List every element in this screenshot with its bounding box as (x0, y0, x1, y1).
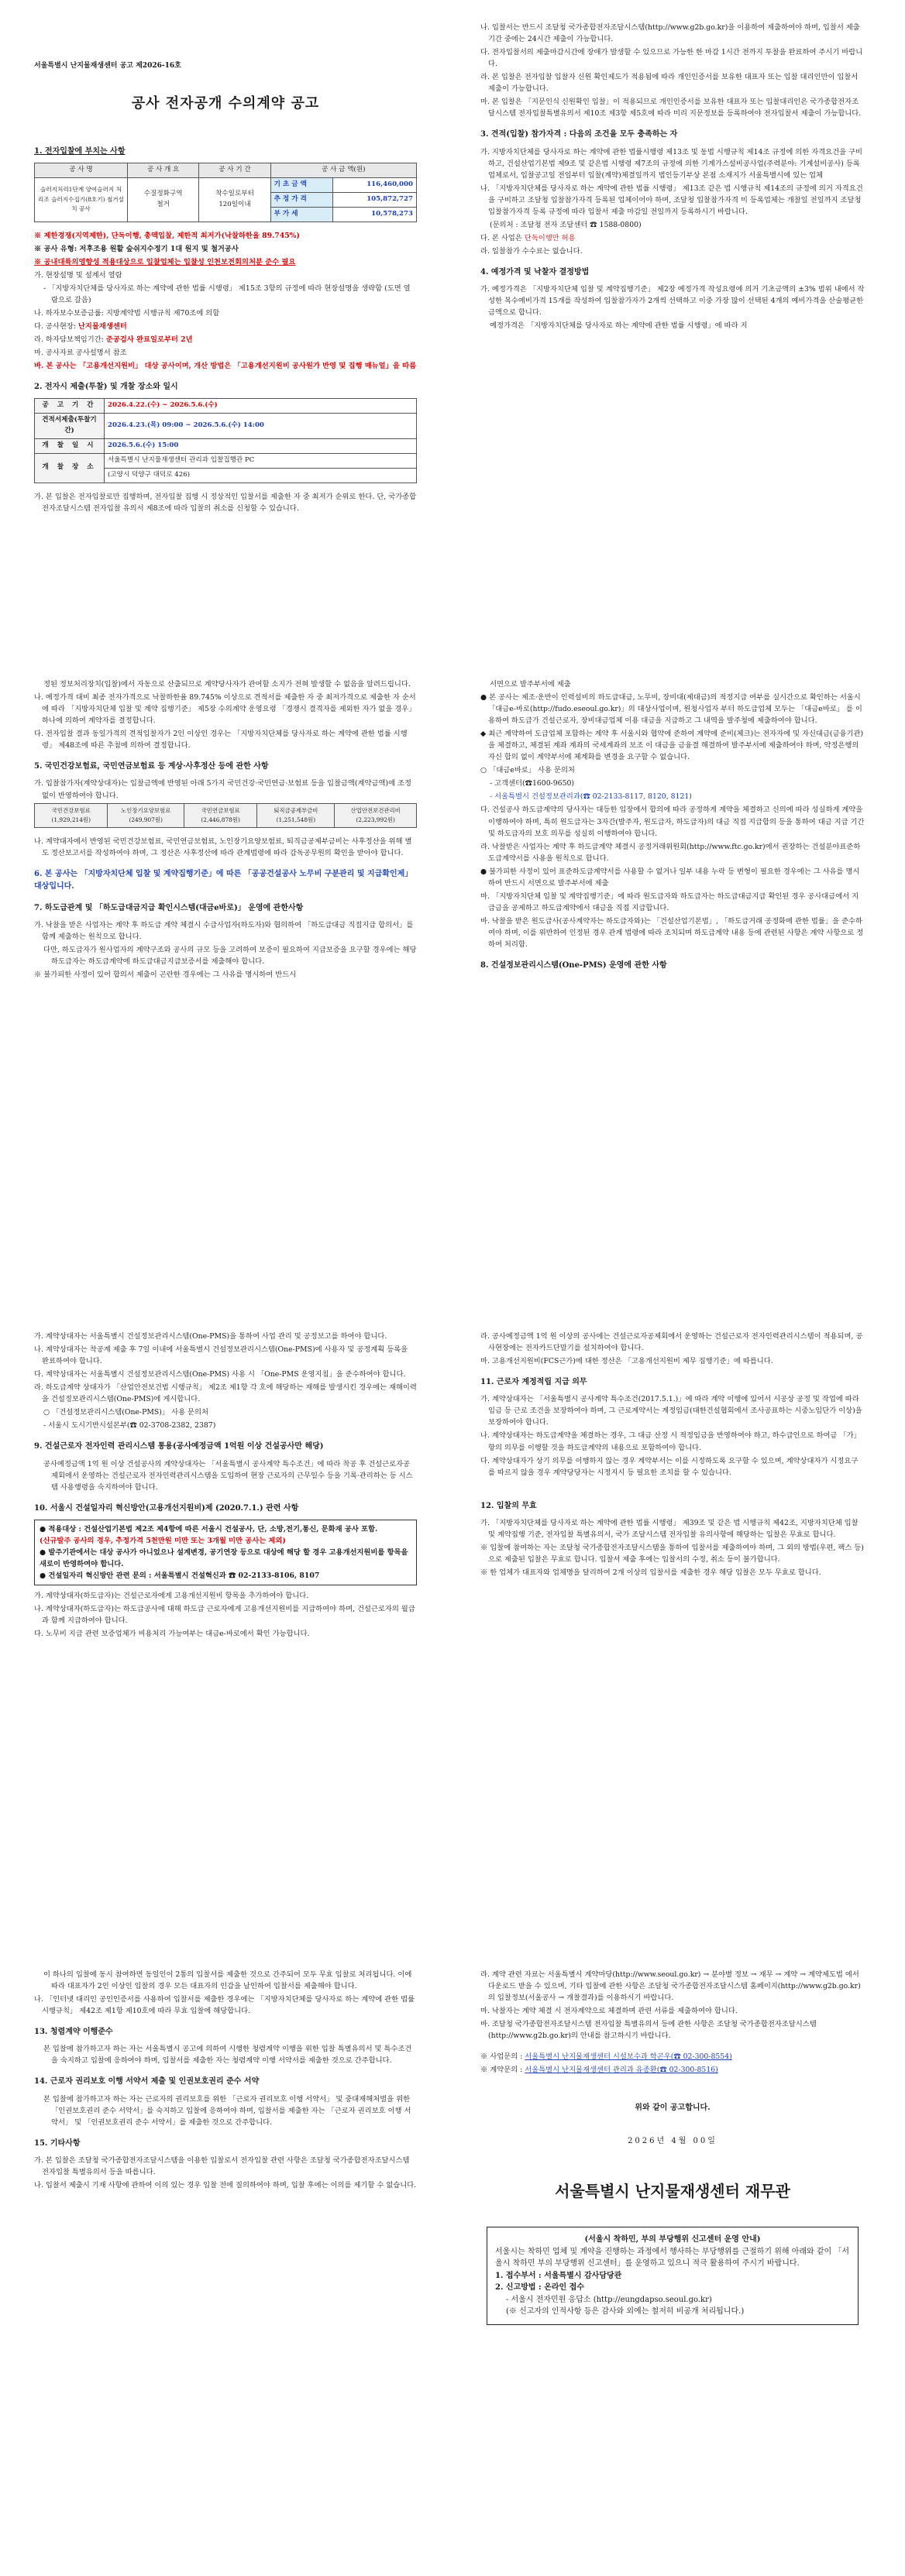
item: ※ 한 업체가 대표자와 업체명을 달리하여 2개 이상의 입찰서를 제출한 경우 해당 입찰은 모두 무효로 합니다. (480, 1568, 821, 1578)
item: 라. 계약 관련 자료는 서울특별시 계약마당(http://www.seoul.go.kr) → 분야별 정보 → 재무 → 계약 → 계약제도법 에서 다운로드 받을 수 있으며, 기타 입찰에 관한 사항은 조달청 국가종합전자조달시스템 홈페이지(http://www.g2b.go.kr)의 입찰정보(서울공사 → 개찰결과)를 이용하시기 바랍니다. (480, 1970, 861, 2003)
item: 나. 계약상대자는 착공계 제출 후 7일 이내에 서울특별시 건설정보관리시스템(One-PMS)에 사용자 및 공정계획 등록을 완료하여야 합니다. (34, 1345, 408, 1366)
notice-date: 2026년 4월 00일 (628, 2136, 717, 2145)
item-f: 바. 본 공사는 「고용개선지원비」 대상 공사이며, 개산 방법은 「고용개선지원비 공사원가 반영 및 집행 매뉴얼」을 따름 (34, 362, 417, 371)
item: - 서울시 도시기반시설본부(☎ 02-3708-2382, 2387) (43, 1421, 216, 1431)
item: 바. 낙찰을 받은 원도급사(공사계약자는 하도급자와)는 「건설산업기본법」, 「하도급거래 공정화에 관한 법률」을 준수하여야 하며, 이를 위반하여 인정된 경우 관계 법령에 따라 조치되며 하도급계약 내용 등에 관련된 사항은 계약 사항으로 정하여 처리함. (480, 916, 864, 949)
item-d: 라. 하자담보책임기간: 준공검사 완료일로부터 2년 (34, 335, 193, 344)
item: 가. 본 입찰은 조달청 국가종합전자조달시스템을 이용한 입찰로서 전자입찰 관련 사항은 조달청 국가종합전자조달시스템 전자입찰 특별유의서 등을 따릅니다. (34, 2155, 410, 2177)
item: ○ 「대금e바로」 사용 문의처 (480, 766, 575, 775)
section-9-heading: 9. 건설근로자 전자인력 관리시스템 통용(공사예정금액 1억원 이상 건설공사만 해당) (34, 1442, 324, 1451)
item: 가. 지방자치단체를 당사자로 하는 계약에 관한 법률시행령 제13조 및 동법 시행규칙 제14조 규정에 의한 자격요건을 구비하고, 건설산업기본법 제9조 및 같은법 시행령 제7조의 규정에 의한 기계가스설비공사업(주력분야: 기계설비공사) 등록업체로서, 입찰공고일 전일부터 입찰(계약)체결일까지 법인등기부상 본점 소재지가 서울특별시에 있는 업체 (480, 147, 863, 180)
page-6 (452, 1298, 897, 1938)
item: - 서울특별시 건설정보관리과(☎ 02-2133-8117, 8120, 8121) (490, 792, 692, 802)
amount-label: 기 초 금 액 (270, 177, 332, 192)
business-contact: ※ 사업문의 : 서울특별시 난지물재생센터 시설보수과 학곤우(☎ 02-300-8554) (480, 2052, 732, 2062)
page-7 (0, 1936, 445, 2576)
item: 가. 「지방자치단체를 당사자로 하는 계약에 관한 법률 시행령」 제39조 및 같은 법 시행규칙 제42조, 지방자치단체 입찰 및 계약집행 기준, 전자입찰 특별유의서, 국가 조달시스템 전자입찰 유의사항에 해당하는 입찰은 무효로 합니다. (480, 1518, 859, 1539)
item: 라. 공사예정금액 1억 원 이상의 공사에는 건설근로자공제회에서 운영하는 건설근로자 전자인력관리시스템이 적용되며, 공사현장에는 전자카드단말기를 설치하여야 합니다. (480, 1332, 863, 1353)
amount-value: 105,872,727 (332, 192, 416, 207)
item: 가. 계약상대자(하도급자)는 건설근로자에게 고용개선지원비 항목을 추가하여야 합니다. (34, 1592, 309, 1601)
item: 나. 예정가격 대비 최종 전자가격으로 낙찰하한율 89.745% 이상으로 견적서를 제출한 자 중 최저가격으로 제출한 자 순서에 따라 「지방자치단체 입찰 및 계약 집행기준」 제5장 수의계약 운영요령 「경쟁시 결격자를 제외한 자가 없을 경우」 하나에 의하여 계약자를 결정합니다. (34, 693, 416, 726)
item: 라. 하도급계약 상대자가 「산업안전보건법 시행규칙」 제2조 제1항 각 호에 해당하는 재해를 발생시킨 경우에는 재해이력을 건설정보관리시스템(One-PMS)에 게시합니다. (34, 1383, 417, 1404)
amount-value: 116,460,000 (332, 177, 416, 192)
item: ● 불가피한 사정이 있어 표준하도급계약서를 사용할 수 없거나 일부 내용 누락 등 변형이 필요한 경우에는 그 사유를 명시하여 반드시 서면으로 발주부서에 제출 (480, 867, 860, 888)
section-13-heading: 13. 청렴계약 이행준수 (34, 2028, 113, 2037)
item: 나. 입찰서 제출시 기재 사항에 관하여 이의 있는 경우 입찰 전에 질의하여야 하며, 입찰 후에는 이의를 제기할 수 없습니다. (34, 2181, 417, 2190)
item: 이 하나의 입찰에 동시 참여하면 동일인이 2통의 입찰서를 제출한 것으로 간주되어 모두 무효 입찰로 처리됩니다. 이에 따라 대표자가 2인 이상인 입찰의 경우 모든 대표자의 인감을 날인하여 입찰서를 제출해야 합니다. (43, 1970, 412, 1991)
item: 다. 노무비 지급 관련 보증업체가 비용처리 가능여부는 대금e-바로에서 확인 가능합니다. (34, 1630, 310, 1639)
page-1 (0, 0, 445, 640)
section-10-heading: 10. 서울시 건설일자리 혁신방안(고용개선지원비)제 (2020.7.1.) 관련 사항 (34, 1503, 299, 1513)
item: 공사예정금액 1억 원 이상 건설공사의 계약상대자는 「서울특별시 공사계약 특수조건」에 따라 착공 후 건설근로자공제회에서 운영하는 건설근로자 전자인력관리시스템을 도입하여 현장 근로자의 근무일수 등을 기록·관리하는 등 시스템 사용행령을 숙지하여야 합니다. (43, 1459, 413, 1492)
section-2-heading: 2. 전자시 제출(투찰) 및 개찰 장소와 일시 (34, 383, 178, 392)
item: 마. 본 입찰은 「지문인식 신원확인 입찰」이 적용되므로 개인인증서를 보유한 대표자 또는 입찰대리인은 국가종합전자조달시스템 전자입찰특별유의서 제10조 제3항 제5호에 따라 미리 지문정보를 등록하여야 전자입찰서 제출이 가능합니다. (480, 98, 862, 118)
project-period: 착수일로부터 120일이내 (199, 177, 270, 222)
page-3 (0, 649, 445, 1289)
page-8 (452, 1936, 897, 2576)
section-15-heading: 15. 기타사항 (34, 2138, 81, 2148)
page-5 (0, 1298, 445, 1938)
item: 다. 본 사업은 단독이행만 허용 (480, 233, 576, 242)
item-contact: (문의처 : 조달청 전자 조달센터 ☎ 1588-0800) (490, 220, 642, 229)
item: 다만, 하도급자가 원사업자의 계약구조와 공사의 규모 등을 고려하여 보증이 필요하여 지급보증을 요구할 경우에는 해당 하도급자는 하도급계약에 하도급대금지급보증서를 제출해야 합니다. (43, 946, 417, 967)
amount-label: 부 가 세 (270, 207, 332, 222)
item: 예정가격은 「지방자치단체를 당사자로 하는 계약에 관한 법률 시행령」에 따라 지 (490, 321, 748, 331)
item: 라. 입찰참가 수수료는 없습니다. (480, 246, 583, 256)
document-number: 서울특별시 난지물재생센터 공고 제2026-16호 (34, 62, 181, 70)
project-name: 슬러지처리1단계 양여슬러지 처리조 슬러지수집기(8호기) 철거설치 공사 (35, 177, 128, 222)
item: 바. 조달청 국가종합전자조달시스템 전자입찰 특별유의서 등에 관한 사항은 조달청 국가종합전자조달시스템 (http://www.g2b.go.kr)의 안내를 참고하시기 바랍니다. (480, 2020, 817, 2041)
item: ● 본 공사는 제조·운반이 인력설비의 하도급대금, 노무비, 장비대(제대금)의 적정지급 여부를 실시간으로 확인하는 서울시 「대금e-바로(http://fudo.eseoul.go.kr)」의 대상사업이며, 원청사업자 부터 하도급업체 모두는 「대금e바로」 를 이용하여 하도급가 건설근로자, 장비대금업체 이용 대금을 지급하고 그 내역을 발주청에 제출하여야 합니다. (480, 693, 862, 726)
amount-label: 추 정 가 격 (270, 192, 332, 207)
notice-box: ● 적용대상 : 건설산업기본법 제2조 제4항에 따른 서울시 건설공사, 단, 소방,전기,통신, 문화재 공사 포함. (신규발주 공사의 경우, 추정가격 5천만원 미만 또는 3개월 미만 공사는 제외) ● 발주기관에서는 대상 공사가 아니었으나 설계변경, 공기연장 등으로 대상에 해당 할 경우 고용개선지원비를 항목을 새로이 반영하여야 합니다. ● 건설일자리 혁신방안 관련 문의 : 서울특별시 건설혁신과 ☎ 02-2133-8106, 8107 (34, 1520, 417, 1585)
item: 가. 계약상대자는 서울특별시 건설정보관리시스템(One-PMS)을 통하여 사업 관리 및 공정보고를 하여야 합니다. (34, 1332, 387, 1341)
item: 라. 본 입찰은 전자입찰 입찰자 신원 확인제도가 적용됨에 따라 개인인증서를 보유한 대표자 또는 입찰 대리인만이 입찰서 제출이 가능합니다. (480, 73, 859, 94)
item: 라. 낙찰받은 사업자는 계약 후 하도급계약 체결시 공정거래위원회(http://www.ftc.go.kr)에서 권장하는 건설분야표준하도급계약서를 사용을 원칙으로 합니다. (480, 842, 861, 863)
report-center-box: (서울시 착하민, 부의 부당행위 신고센터 운영 안내) 서울시는 착하민 업체 및 계약을 진행하는 과정에서 행사하는 부당행위를 근절하기 위해 아래와 같이 「서울시 착하민 부의 부당행위 신고센터」를 운영하고 있으니 적극 활용하여 주시기 바랍니다. 1. 접수부서 : 서울특별시 감사담당관 2. 신고방법 : 온라인 접수 - 서울시 전자민원 응답소 (http://eungdapso.seoul.go.kr) (※ 신고자의 인적사항 등은 감사와 외에는 철저히 비공개 처리됩니다.) (487, 2227, 859, 2325)
section-3-heading: 3. 견적(입찰) 참가자격 : 다음의 조건을 모두 충족하는 자 (480, 130, 678, 139)
section-8-heading: 8. 건설정보관리시스템(One-PMS) 운영에 관한 사항 (480, 961, 667, 970)
item: 다. 전자입찰서의 제출마감시간에 장애가 발생할 수 있으므로 가능한 한 마감 1시간 전까지 투찰을 완료하여 주시기 바랍니다. (480, 48, 863, 69)
item: 다. 전자입찰 결과 동일가격의 견적입찰자가 2인 이상인 경우는 「지방자치단체를 당사자로 하는 계약에 관한 법률 시행령」 제48조에 따른 추첨에 의하여 결정합니다. (34, 730, 408, 750)
item: 마. 고용개선지원비(FCS근가)에 대한 정산은 「고용개선지원비 제무 집행기준」에 따릅니다. (480, 1357, 773, 1366)
section-5-heading: 5. 국민건강보험료, 국민연금보험료 등 계상·사후정산 등에 관한 사항 (34, 762, 269, 771)
item: 다. 계약상대자는 서울특별시 건설정보관리시스템(One-PMS) 사용 시 「One-PMS 운영지침」을 준수하여야 합니다. (34, 1370, 406, 1379)
item-g: 가. 본 입찰은 전자입찰로만 집행하며, 전자입찰 집행 시 정상적인 입찰서를 제출한 자 중 최저가 순위로 한다. 단, 국가종합전자조달시스템 전자입찰 유의서 제8조에 따라 입찰의 취소를 신청할 수 있습니다. (34, 492, 417, 513)
note-type: ※ 공사 유형: 저후조용 원활 숲쉬지수정기 1대 원지 및 철거공사 (34, 244, 239, 253)
page-title: 공사 전자공개 수의계약 공고 (131, 94, 320, 112)
table-header: 공 사 기 간 (199, 163, 270, 177)
item: 가. 계약상대자는 「서울특별시 공사계약 특수조건(2017.5.1.)」에 따라 계약 이행에 있어서 시공상 공정 및 작업에 따라 임금 등 근로 조건을 보장하여야 하며, 그 근로계약서는 계정임금(대한건설협회에서 조사공표하는 시중노임단가 이상)을 보장하여야 합니다. (480, 1395, 862, 1427)
section-11-heading: 11. 근로자 계정적립 지급 의무 (480, 1378, 587, 1387)
item-a: 가. 현장설명 및 설계서 열람 (34, 270, 122, 280)
signer: 서울특별시 난지물재생센터 재무관 (555, 2181, 790, 2200)
item: 나. 계약상대자는 하도급계약을 체결하는 경우, 그 대금 산정 시 적정임금을 반영하여야 하고, 하수급인으로 하여금 「가」항의 의무를 이행할 것을 하도급계약의 내용으로 포함하여야 합니다. (480, 1431, 861, 1452)
item: 가. 입찰참가자(계약상대자)는 입찰금액에 반영된 아래 5가지 국민건강·국민연금·보험료 등을 입찰금액(계약금액)에 조정없이 반영하여야 합니다. (34, 779, 411, 800)
item: 서면으로 발주부서에 제출 (490, 680, 571, 689)
project-overview: 수질정화구역 철거 (128, 177, 199, 222)
amount-value: 10,578,273 (332, 207, 416, 222)
closing-text: 위와 같이 공고합니다. (635, 2104, 711, 2113)
item: 나. 「지방자치단체를 당사자로 하는 계약에 관한 법률 시행령」 제13조 같은 법 시행규칙 제14조의 규정에 의거 자격요건을 구비하고 조달청 입찰참가자격 등록된 업체이어야 하며, 조달청 입찰참가자격 미 등록업체는 개찰일 전일까지 조달청 입찰참가자격 등록 규정에 따라 입찰서 제출 마감일 전일까지 등록하시기 바랍니다. (480, 184, 863, 216)
table-header: 공 사 명 (35, 163, 128, 177)
insurance-table: 국민건강보험료 (1,929,214원) 노인장기요양보험료 (249,907원) 국민연금보험료 (2,446,878원) 퇴직금공제부금비 (1,251,548원) 산업안전보건관리비 (2,223,992원) (34, 803, 417, 828)
item: 마. 「지방자치단체 입찰 및 계약집행기준」에 따라 원도급자와 하도급자는 하도급대금지급 확인된 경우 공사대금에서 지급금을 공제하고 하도급계약에서 대금을 직접 지급합니다. (480, 891, 859, 912)
page-2 (452, 0, 897, 640)
section-12-heading: 12. 입찰의 무효 (480, 1501, 537, 1510)
item: 본 입찰에 참가하고자 하는 자는 근로자의 권리보호를 위한 「근로자 권리보호 이행 서약서」 및 중대재해처벌을 위한 「인권보호권리 준수 서약서」를 숙지하고 입찰에 응하여야 하며, 입찰서를 제출한 자는 「근로자 권리보호 이행 서약서」 및 「인권보호권리 준수 서약서」를 제출한 것으로 간주합니다. (43, 2094, 411, 2127)
item: 나. 입찰서는 반드시 조달청 국가종합전자조달시스템(http://www.g2b.go.kr)을 이용하여 제출하여야 하며, 입찰서 제출기간 중에는 24시간 제출이 가능합니다. (480, 23, 860, 44)
item: 다. 계약상대자가 상기 의무를 이행하지 않는 경우 계약부서는 이를 시정하도록 요구할 수 있으며, 계약상대자가 시정요구를 따르지 않을 경우 계약당당자는 시정지시 등 필요한 조치를 할 수 있습니다. (480, 1456, 859, 1477)
item: ○ 「건설정보관리시스템(One-PMS)」 사용 문의처 (43, 1408, 208, 1417)
item: 가. 낙찰을 받은 사업자는 계약 후 하도급 계약 체결시 수급사업자(하도자)와 협의하여 「하도급대금 직접지급 합의서」를 함께 제출하는 원칙으로 합니다. (34, 921, 414, 942)
item-a-detail: - 「지방자치단체를 당사자로 하는 계약에 관한 법률 시행령」 제15조 3항의 규정에 따라 현장설명을 생략함 (도면 열람으로 갈음) (43, 283, 411, 304)
item: 나. 계약상대자(하도급자)는 하도급공사에 대해 하도급 근로자에게 고용개선지원비를 지급하여야 하며, 건설근로자의 월급과 함께 지급하여야 합니다. (34, 1605, 415, 1626)
item: 나. 「인터넷 대리인 공인인증서를 사용하여 입찰서를 제출한 경우에는 「지방자치단체를 당사자로 하는 계약에 관한 법률 시행규칙」 제42조 제1항 제10호에 따라 무효 입찰에 해당합니다. (34, 1995, 415, 2016)
contract-table (34, 163, 417, 222)
item: - 고객센터(☎1600-9650) (490, 779, 575, 788)
item: 가. 예정가격은 「지방자치단체 입찰 및 계약집행기준」 제2장 예정가격 작성요령에 의거 기초금액의 ±3% 범위 내에서 작성한 복수예비가격 15개를 작성하여 입찰참가자가 2개씩 선택하고 이중 가장 많이 선택된 4개의 예비가격을 산술평균한 금액으로 합니다. (480, 285, 865, 318)
note-restriction: ※ 제한경쟁(지역제한), 단독이행, 총액입찰, 제한적 최저가(낙찰하한율 89.745%) (34, 231, 300, 240)
item: 마. 낙찰자는 계약 체결 시 전자계약으로 체결하며 관련 서류를 제출하여야 합니다. (480, 2007, 738, 2016)
item: 정된 정보처리장치(입찰)에서 자동으로 산출되므로 계약당사자가 관여할 소지가 전혀 발생할 수 없음을 알려드립니다. (43, 680, 411, 689)
item-b: 나. 하자보수보증금률: 지방계약법 시행규칙 제70조에 의함 (34, 308, 220, 318)
item: ※ 입찰에 참여하는 자는 조달청 국가종합전자조달시스템을 통하여 입찰서를 제출하여야 하며, 그 외의 방법(우편, 팩스 등)으로 제출된 입찰은 무효로 합니다. 입찰서 제출 후에는 입찰서의 수정, 취소 등이 불가합니다. (480, 1543, 864, 1564)
contract-contact: ※ 계약문의 : 서울특별시 난지물재생센터 관리과 유종환(☎ 02-300-8516) (480, 2066, 718, 2075)
item-c: 다. 공사현장: 난지물재생센터 (34, 321, 127, 331)
section-1-heading: 1. 전자입찰에 부치는 사항 (34, 146, 126, 156)
table-header: 공 사 금 액(원) (270, 163, 416, 177)
section-7-heading: 7. 하도급관계 및 「하도급대금지급 확인시스템(대금e바로)」 운영에 관한사항 (34, 904, 304, 912)
schedule-table: 공 고 기 간 2026.4.22.(수) ~ 2026.5.6.(수) 견적서제출(투찰기간) 2026.4.23.(목) 09:00 ~ 2026.5.6.(수) 14:00 개 찰 일 시 2026.5.6.(수) 15:00 개 찰 장 소 서울특별시 난지물재생센터 관리과 입찰집행관 PC (고양시 덕양구 대덕로 426) (34, 398, 417, 483)
note-environment: ※ 공내대륙의영향성 적용대상으로 입찰업체는 입찰성 인천보전회의처분 준수 필요 (34, 257, 296, 266)
section-6-heading: 6. 본 공사는 「지방자치단체 입찰 및 계약집행기준」에 따른 「공공건설공사 노무비 구분관리 및 지급확인제」 대상입니다. (34, 869, 413, 891)
page-4 (452, 649, 897, 1289)
table-header: 공 사 개 요 (128, 163, 199, 177)
item: ◆ 최근 계약하여 도급업체 포함하는 계약 후 서울시와 협약에 준하여 계약에 준비(체크)는 전자자에 및 자신대금(금융기관)을 체결하고, 체결된 계좌 계좌의 국세계좌의 보조 이 대금을 금융결 해결하여 발주부서에 제출하여야 하며, 약정은행의 자신 합의 없이 계약부서에 체계화를 변경을 요구할 수 없습니다. (480, 730, 864, 762)
item: 다. 건설공사 하도급계약의 당사자는 대등한 입장에서 합의에 따라 공정하게 계약을 체결하고 신의에 따라 성실하게 계약을 이행하여야 하며, 특히 원도급자는 3자간(발주자, 원도급자, 하도급자)의 대금 직접 지급합의 등을 통하여 대금 지급 기간 및 하도급자의 보호 의무를 성실히 이행하여야 합니다. (480, 805, 865, 838)
item: 본 입찰에 참가하고자 하는 자는 서울특별시 공고에 의하여 시행한 청렴계약 이행을 위한 입찰 특별유의서 및 특수조건을 숙지하고 입찰에 응하여야 하며, 입찰서를 제출한 자는 청렴계약 이행 서약서를 제출한 것으로 간주합니다. (43, 2045, 412, 2066)
item: ※ 불가피한 사정이 있어 합의서 제출이 곤란한 경우에는 그 사유를 명시하여 반드시 (34, 970, 297, 980)
section-4-heading: 4. 예정가격 및 낙찰자 결정방법 (480, 267, 590, 276)
section-14-heading: 14. 근로자 권리보호 이행 서약서 제출 및 인권보호권리 준수 서약 (34, 2077, 260, 2087)
item-e: 마. 공사자료 공사설명서 참조 (34, 349, 127, 358)
item: 나. 계약대자에서 반영된 국민건강보험료, 국민연금보험료, 노인장기요양보험료, 퇴직금공제부금비는 사후정산을 위해 별도 정산보고서를 작성하여야 하며, 그 정산은 사후정산에 따라 관계법령에 따라 감독공무원의 확인을 받아야 합니다. (34, 836, 412, 857)
